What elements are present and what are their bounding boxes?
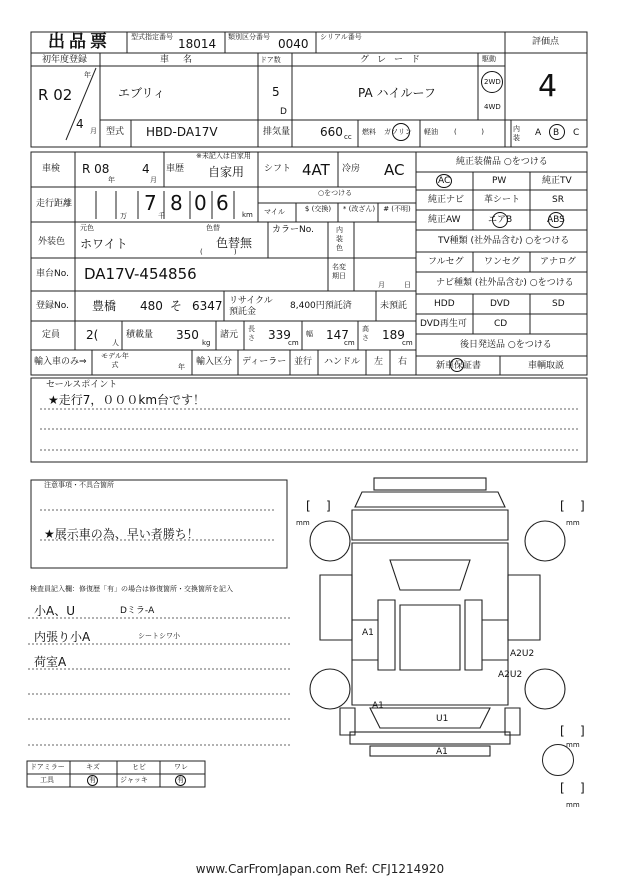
legend-jack-value: 有 <box>177 776 184 784</box>
inspection-month: 4 <box>142 162 150 176</box>
import-type-label: 輸入区分 <box>196 357 233 367</box>
score-value: 4 <box>538 69 558 104</box>
tire-bracket-spare: [ ] <box>560 781 585 795</box>
meter-swap: $ (交換) <box>304 205 332 213</box>
equip-aw: 純正AW <box>428 215 461 225</box>
model-type-no-label: 型式指定番号 <box>131 33 173 41</box>
doors-type: D <box>280 107 287 117</box>
width-value: 147 <box>326 328 349 342</box>
notes-text: ★展示車の為、早い者勝ち！ <box>44 527 199 541</box>
inspection-era: R 08 <box>82 162 110 176</box>
tire-bracket-rr: [ ] <box>560 724 585 738</box>
inspector-label: 検査員記入欄：修復歴「有」の場合は修復箇所・交換箇所を記入 <box>30 585 233 593</box>
mark-left-rear: A1 <box>372 701 384 711</box>
score-label: 評価点 <box>532 37 560 47</box>
shift-value: 4AT <box>302 161 330 179</box>
reg-kana: そ <box>170 299 183 313</box>
fuel-gas: ガソリン <box>384 128 412 136</box>
displacement-unit: cc <box>344 133 352 141</box>
interior-label: 内装 <box>513 125 520 142</box>
name-change-label: 名変期日 <box>332 263 346 280</box>
history-value: 自家用 <box>208 165 245 179</box>
navi-dvd-play: DVD再生可 <box>420 319 467 329</box>
reg-label: 登録No. <box>36 301 69 311</box>
int-color-label: 内装色 <box>336 226 343 252</box>
doors-label: ドア数 <box>260 56 281 64</box>
legend-break: ワレ <box>174 763 188 771</box>
width-label: 幅 <box>306 330 313 338</box>
mileage-digit-5: 0 <box>194 191 207 215</box>
import-label: 輸入車のみ⇒ <box>34 357 87 367</box>
sales-label: セールスポイント <box>46 380 118 390</box>
shift-label: シフト <box>264 164 292 174</box>
equip-pw: PW <box>492 176 507 186</box>
orig-color: ホワイト <box>80 237 128 251</box>
legend-doormirror: ドアミラー <box>30 763 65 771</box>
notes-label: 注意事項・不具合箇所 <box>44 481 114 489</box>
drive-label: 駆動 <box>482 55 496 63</box>
color-change: 色替無 <box>216 236 253 250</box>
length-label: 長さ <box>248 325 255 342</box>
load-unit: kg <box>202 339 211 347</box>
inspector-line-5: 荷室A <box>34 655 67 669</box>
later-title: 後日発送品 ○をつける <box>460 340 552 350</box>
name-change-month: 月 <box>378 281 385 289</box>
color-paren: ( ) <box>200 248 237 256</box>
tire-bracket-fl: [ ] <box>306 499 331 513</box>
grade-label: グレード <box>360 55 429 65</box>
capacity-value: 2( <box>86 328 99 342</box>
dims-label: 諸元 <box>220 330 239 340</box>
load-label: 積載量 <box>126 330 154 340</box>
equip-ac: AC <box>438 176 451 186</box>
model-type-no: 18014 <box>178 37 217 51</box>
mileage-unit-sen: 千 <box>158 212 165 220</box>
cooling-label: 冷房 <box>342 164 361 174</box>
legend-scratch: キズ <box>86 763 100 771</box>
displacement-label: 排気量 <box>263 127 291 137</box>
legend-crack: ヒビ <box>132 763 146 771</box>
capacity-label: 定員 <box>42 330 61 340</box>
recycle-unpaid: 未預託 <box>380 301 408 311</box>
height-unit: cm <box>402 339 413 347</box>
length-unit: cm <box>288 339 299 347</box>
drive-2wd: 2WD <box>484 78 501 86</box>
spare-tire <box>542 744 574 776</box>
tire-unit-fr: mm <box>566 519 580 527</box>
meter-unknown: # (不明) <box>383 205 411 213</box>
navi-cd: CD <box>494 319 508 329</box>
recycle-label: リサイクル預託金 <box>229 296 273 317</box>
mileage-unit: km <box>242 211 253 219</box>
tv-full: フルセグ <box>428 257 464 267</box>
category-no: 0040 <box>278 37 309 51</box>
first-reg-year-unit: 年 <box>84 71 91 79</box>
cooling-value: AC <box>384 161 405 179</box>
mileage-unit-man: 万 <box>120 212 127 220</box>
orig-color-label: 元色 <box>80 224 94 232</box>
recycle-amount: 8,400円預託済 <box>290 301 352 311</box>
genuine-title: 純正装備品 ○をつける <box>456 157 548 167</box>
sales-text: ★走行7，０００km台です！ <box>48 393 206 407</box>
fuel-label: 燃料 <box>362 128 376 136</box>
fuel-bracket: ( ) <box>454 128 484 136</box>
navi-title: ナビ種類 (社外品含む) ○をつける <box>436 278 574 288</box>
model-label: 型式 <box>106 127 125 137</box>
footer-watermark: www.CarFromJapan.com Ref: CFJ1214920 <box>195 862 445 876</box>
chassis-label: 車台No. <box>36 269 69 279</box>
car-name-label: 車名 <box>160 55 207 65</box>
equip-abs: ABS <box>547 215 565 225</box>
model-year-label: モデル年式 <box>101 352 129 369</box>
first-reg-month: 4 <box>76 117 84 131</box>
fuel-light: 軽油 <box>424 128 438 136</box>
length-value: 339 <box>268 328 291 342</box>
legend-jack: ジャッキ <box>120 776 148 784</box>
color-label: 外装色 <box>38 237 66 247</box>
tv-title: TV種類 (社外品含む) ○をつける <box>438 236 570 246</box>
right-label: 右 <box>398 357 408 367</box>
mark-left-door: A1 <box>362 628 374 638</box>
name-change-day: 日 <box>404 281 411 289</box>
tv-one: ワンセグ <box>484 257 521 267</box>
displacement-value: 660 <box>320 125 343 139</box>
legend-tools: 工具 <box>40 776 54 784</box>
height-value: 189 <box>382 328 405 342</box>
left-label: 左 <box>374 357 384 367</box>
tire-unit-spare: mm <box>566 801 580 809</box>
inspector-line-1: 小A、U <box>34 604 75 618</box>
category-no-label: 類別区分番号 <box>228 33 270 41</box>
tire-unit-rr: mm <box>566 741 580 749</box>
form-title: 出品票 <box>48 32 111 52</box>
inspection-month-unit: 月 <box>150 176 157 184</box>
mark-right-rear-1: A2U2 <box>510 649 535 659</box>
reg-num: 6347 <box>192 299 223 313</box>
capacity-unit: 人 <box>112 339 119 347</box>
model-value: HBD-DA17V <box>146 125 218 139</box>
parallel-label: 並行 <box>294 357 313 367</box>
tv-analog: アナログ <box>540 257 577 267</box>
mileage-digit-3: 7 <box>144 191 157 215</box>
meter-mile: マイル <box>264 208 285 216</box>
legend-tools-value: 有 <box>89 776 96 784</box>
dealer-label: ディーラー <box>242 357 287 367</box>
meter-circle-note: ○をつける <box>318 189 353 197</box>
equip-airbag: エアB <box>488 215 513 225</box>
interior-b: B <box>553 128 560 138</box>
equip-tv: 純正TV <box>542 176 572 186</box>
inspector-line-4: シートシワ小 <box>138 632 180 640</box>
model-year-unit: 年 <box>178 363 185 371</box>
color-no-label: カラーNo. <box>272 225 314 235</box>
fuel-circle <box>392 123 410 141</box>
equip-leather: 革シート <box>484 195 521 205</box>
first-reg-month-unit: 月 <box>90 127 97 135</box>
serial-label: シリアル番号 <box>320 33 362 41</box>
inspector-line-3: 内張り小A <box>34 630 91 644</box>
drive-4wd: 4WD <box>484 103 501 111</box>
reg-place: 豊橋 <box>92 299 117 313</box>
interior-c: C <box>573 128 580 138</box>
mark-right-rear-2: A2U2 <box>498 670 523 680</box>
height-label: 高さ <box>362 325 369 342</box>
car-name: エブリィ <box>118 86 166 100</box>
later-manual: 車輌取説 <box>528 361 565 371</box>
color-change-label: 色替 <box>206 224 220 232</box>
inspection-year-unit: 年 <box>108 176 115 184</box>
mileage-label: 走行距離 <box>36 199 73 209</box>
later-warranty: 新車保証書 <box>436 361 482 371</box>
mileage-digit-6: 6 <box>216 191 229 215</box>
doors-value: 5 <box>272 85 280 99</box>
inspection-label: 車検 <box>42 164 61 174</box>
width-unit: cm <box>344 339 355 347</box>
interior-a: A <box>535 128 542 138</box>
navi-hdd: HDD <box>434 299 455 309</box>
equip-sr: SR <box>552 195 564 205</box>
history-label: 車歴 <box>166 164 185 174</box>
mark-rear-bumper: A1 <box>436 747 448 757</box>
navi-dvd: DVD <box>490 299 510 309</box>
first-reg-label: 初年度登録 <box>42 55 88 65</box>
handle-label: ハンドル <box>324 357 361 367</box>
equip-navi: 純正ナビ <box>428 195 465 205</box>
mark-rear-door: U1 <box>436 714 449 724</box>
meter-tamper: * (改ざん) <box>342 205 376 213</box>
load-value: 350 <box>176 328 199 342</box>
history-note: ※未記入は自家用 <box>196 152 251 160</box>
grade-value: PA ハイルーフ <box>358 86 436 100</box>
inspector-line-2: Dミラ-A <box>120 606 155 616</box>
first-reg-era: R 02 <box>38 86 73 104</box>
chassis-value: DA17V-454856 <box>84 265 197 283</box>
tire-unit-fl: mm <box>296 519 310 527</box>
navi-sd: SD <box>552 299 565 309</box>
mileage-digit-4: 8 <box>170 191 183 215</box>
tire-bracket-fr: [ ] <box>560 499 585 513</box>
reg-class: 480 <box>140 299 163 313</box>
